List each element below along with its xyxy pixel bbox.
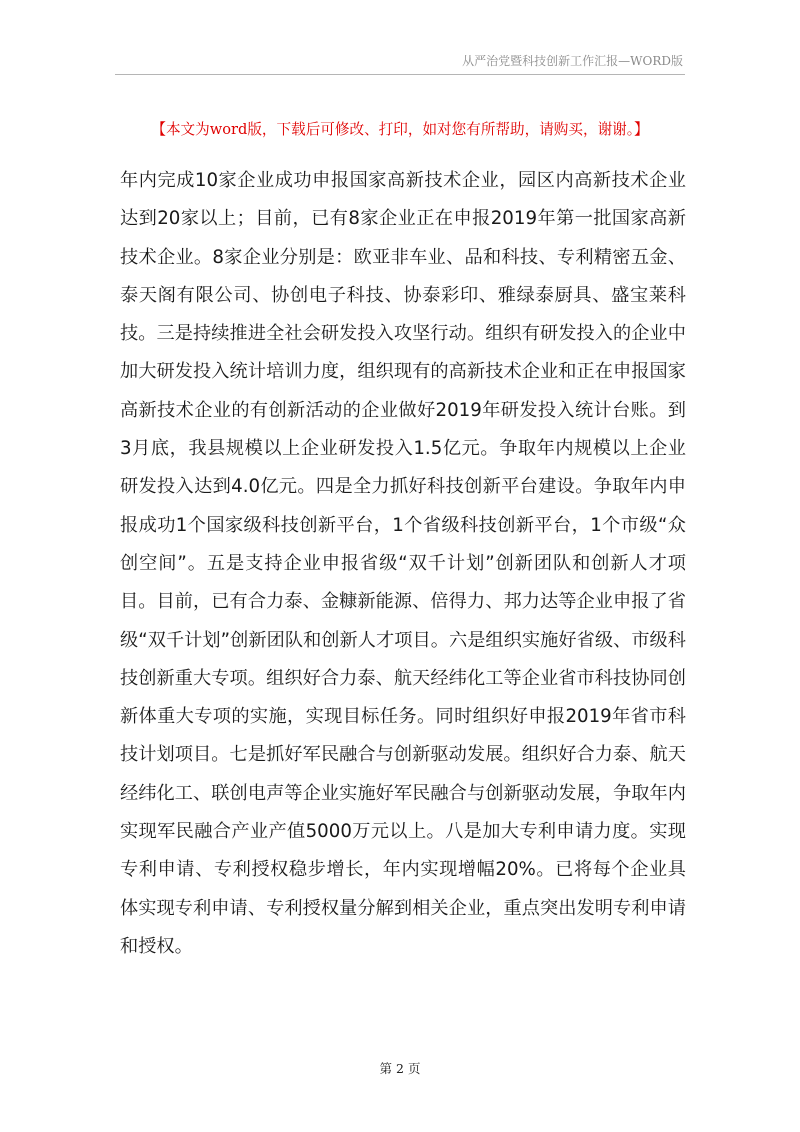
page-number: 第 2 页	[379, 1061, 421, 1076]
page-header-title: 从严治党暨科技创新工作汇报—WORD版	[462, 54, 683, 68]
header-divider	[115, 74, 685, 75]
download-notice: 【本文为word版，下载后可修改、打印，如对您有所帮助，请购买，谢谢。】	[151, 121, 649, 138]
body-paragraph: 年内完成10家企业成功申报国家高新技术企业，园区内高新技术企业达到20家以上；目前，已有8家企业正在申报2019年第一批国家高新技术企业。8家企业分别是：欧亚非车业、品和科技、专利精密五金、泰天阁有限公司、协创电子科技、协泰彩印、雅绿泰厨具、盛宝莱科技。三是持续推进全社会研发投入攻坚行动。组织有研发投入的企业中加大研发投入统计培训力度，组织现有的高新技术企业和正在申报国家高新技术企业的有创新活动的企业做好2019年研发投入统计台账。到3月底，我县规模以上企业研发投入1.5亿元。争取年内规模以上企业研发投入达到4.0亿元。四是全力抓好科技创新平台建设。争取年内申报成功1个国家级科技创新平台，1个省级科技创新平台，1个市级“众创空间”。五是支持企业申报省级“双千计划”创新团队和创新人才项目。目前，已有合力泰、金糠新能源、倍得力、邦力达等企业申报了省级“双千计划”创新团队和创新人才项目。六是组织实施好省级、市级科技创新重大专项。组织好合力泰、航天经纬化工等企业省市科技协同创新体重大专项的实施，实现目标任务。同时组织好申报2019年省市科技计划项目。七是抓好军民融合与创新驱动发展。组织好合力泰、航天经纬化工、联创电声等企业实施好军民融合与创新驱动发展，争取年内实现军民融合产业产值5000万元以上。八是加大专利申请力度。实现专利申请、专利授权稳步增长，年内实现增幅20%。已将每个企业具体实现专利申请、专利授权量分解到相关企业，重点突出发明专利申请和授权。	[120, 170, 686, 957]
